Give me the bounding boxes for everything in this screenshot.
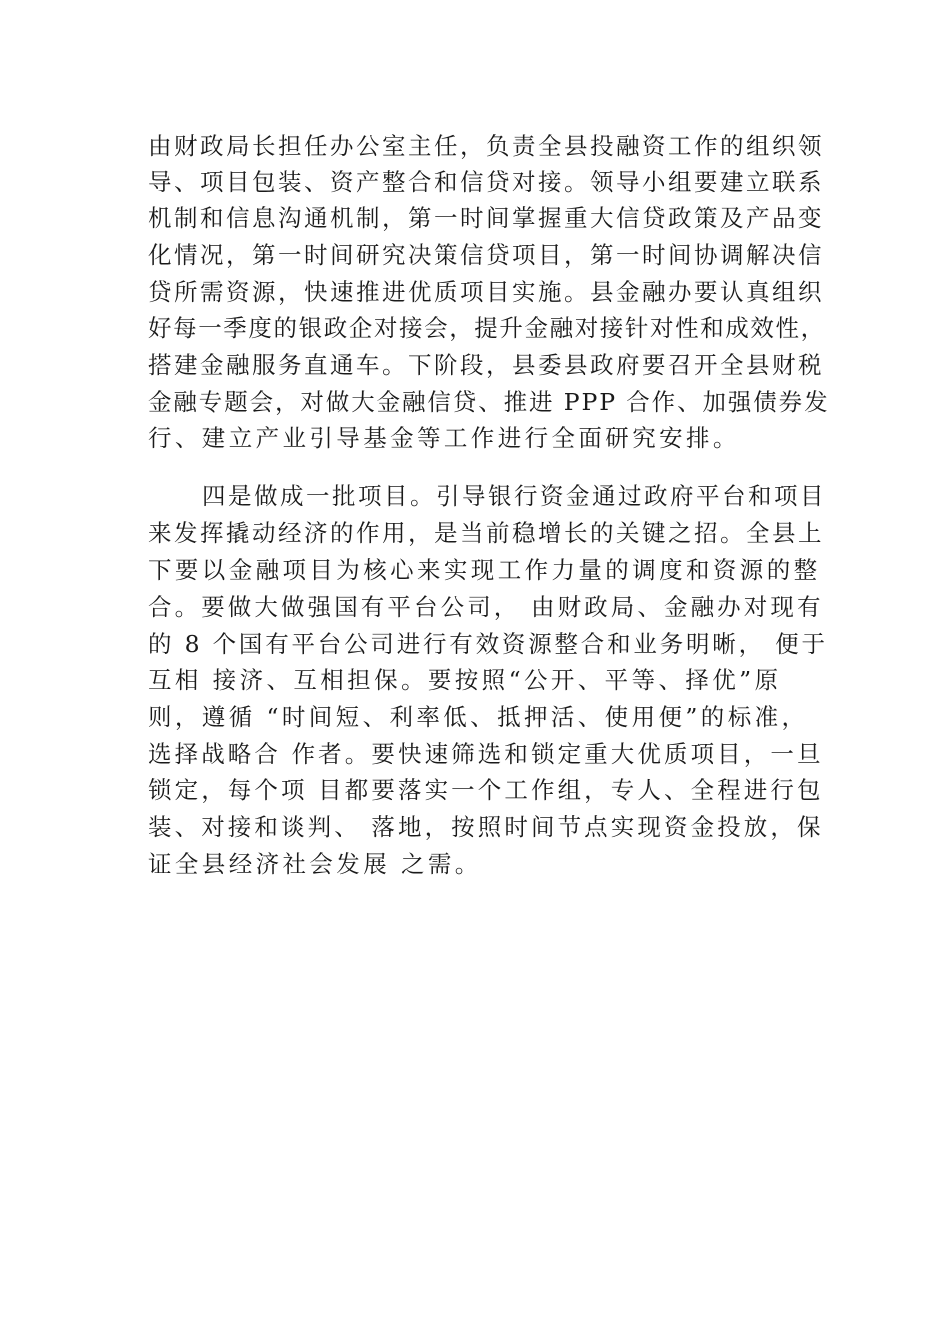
text-line: 四是做成一批项目。引导银行资金通过政府平台和项目 [202, 482, 826, 510]
text-line: 搭建金融服务直通车。下阶段，县委县政府要召开全县财税 [148, 351, 824, 379]
text-line: 导、项目包装、资产整合和信贷对接。领导小组要建立联系 [148, 168, 824, 196]
text-line: 化情况，第一时间研究决策信贷项目，第一时间协调解决信 [148, 241, 824, 269]
text-line: 由财政局长担任办公室主任，负责全县投融资工作的组织领 [148, 132, 824, 160]
text-line: 好每一季度的银政企对接会，提升金融对接针对性和成效性， [148, 314, 826, 342]
text-line: 互相 接济、互相担保。要按照“公开、平等、择优”原 [148, 666, 782, 694]
text-line: 装、对接和谈判、 落地，按照时间节点实现资金投放，保 [148, 813, 824, 841]
text-line: 证全县经济社会发展 之需。 [148, 850, 482, 878]
text-line: 下要以金融项目为核心来实现工作力量的调度和资源的整 [148, 556, 821, 584]
text-line: 贷所需资源，快速推进优质项目实施。县金融办要认真组织 [148, 278, 824, 306]
text-line: 的 8 个国有平台公司进行有效资源整合和业务明晰， 便于 [148, 630, 828, 658]
text-line: 则，遵循 “时间短、利率低、抵押活、使用便”的标准， [148, 703, 809, 731]
text-line: 行、建立产业引导基金等工作进行全面研究安排。 [148, 424, 740, 452]
text-line: 来发挥撬动经济的作用，是当前稳增长的关键之招。全县上 [148, 519, 824, 547]
text-line: 合。要做大做强国有平台公司， 由财政局、金融办对现有 [148, 593, 824, 621]
text-line: 锁定，每个项 目都要落实一个工作组，专人、全程进行包 [148, 776, 824, 804]
text-line: 机制和信息沟通机制，第一时间掌握重大信贷政策及产品变 [148, 204, 824, 232]
text-line: 选择战略合 作者。要快速筛选和锁定重大优质项目，一旦 [148, 740, 824, 768]
text-line: 金融专题会，对做大金融信贷、推进 PPP 合作、加强债券发 [148, 388, 830, 416]
